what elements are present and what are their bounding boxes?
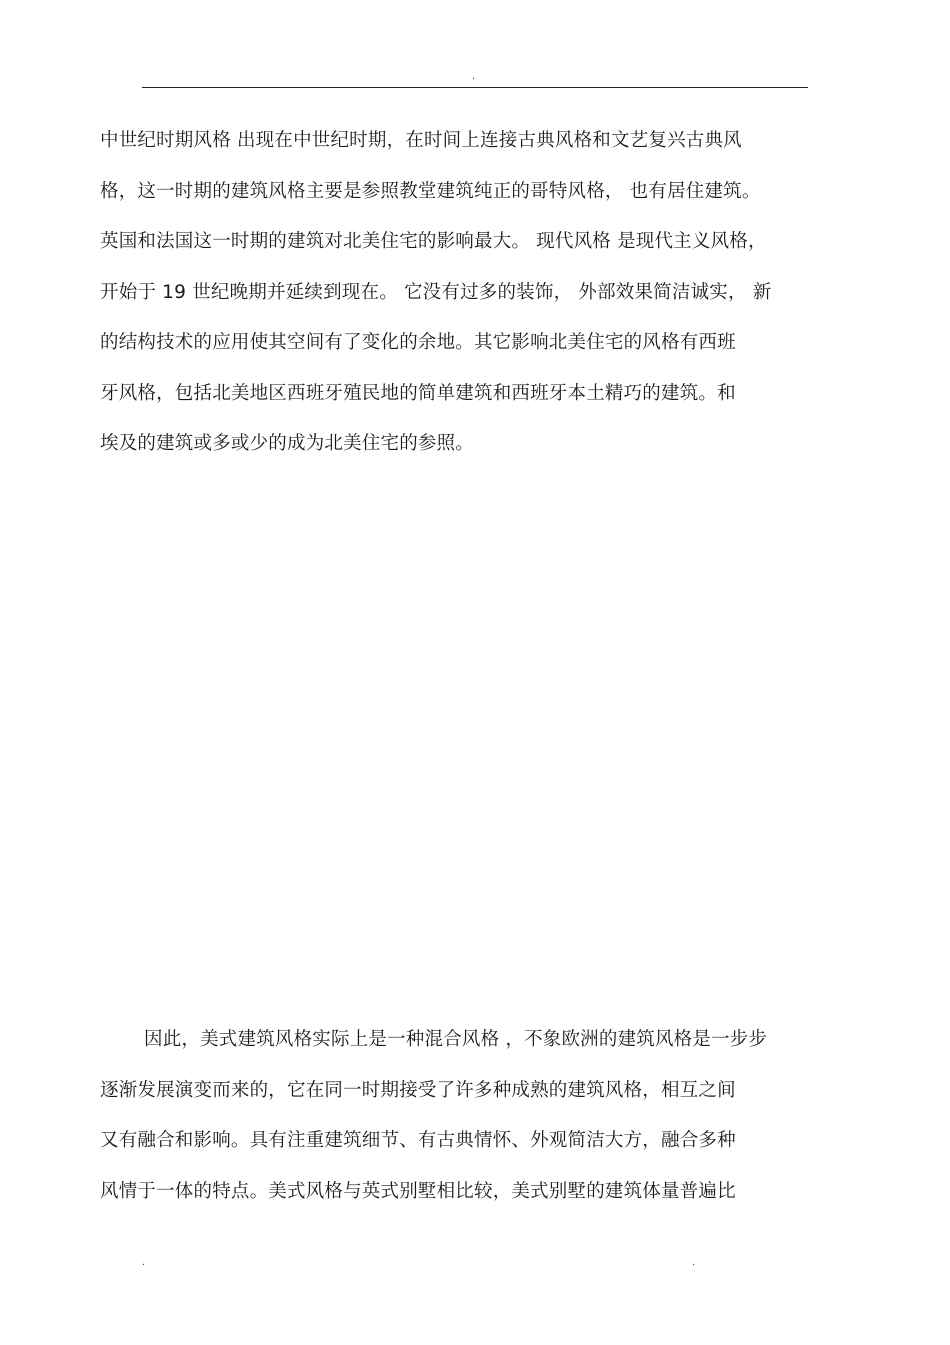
header-dot: . [472,71,476,82]
text-line: 中世纪时期风格 出现在中世纪时期，在时间上连接古典风格和文艺复兴古典风 [100,130,742,151]
text-line: 因此，美式建筑风格实际上是一种混合风格 ，不象欧洲的建筑风格是一步步 [144,1029,768,1050]
text-line: 英国和法国这一时期的建筑对北美住宅的影响最大。 现代风格 是现代主义风格， [100,231,767,252]
footer-dot-left: . [142,1257,146,1268]
text-line: 格，这一时期的建筑风格主要是参照教堂建筑纯正的哥特风格， 也有居住建筑。 [100,180,761,202]
footer-dot-right: . [692,1257,696,1268]
paragraph-styles [100,116,771,470]
paragraph-american-style [100,1015,767,1217]
text-line: 风情于一体的特点。美式风格与英式别墅相比较，美式别墅的建筑体量普遍比 [100,1180,736,1202]
text-line: 逐渐发展演变而来的，它在同一时期接受了许多种成熟的建筑风格，相互之间 [100,1079,736,1101]
text-line: 开始于 19 世纪晚期并延续到现在。 它没有过多的装饰， 外部效果简洁诚实， 新 [100,281,772,303]
text-line: 的结构技术的应用使其空间有了变化的余地。其它影响北美住宅的风格有西班 [100,332,736,353]
text-line: 牙风格，包括北美地区西班牙殖民地的简单建筑和西班牙本土精巧的建筑。和 [100,382,736,404]
text-line: 又有融合和影响。具有注重建筑细节、有古典情怀、外观简洁大方，融合多种 [100,1130,736,1151]
header-rule [142,87,808,88]
text-line: 埃及的建筑或多或少的成为北美住宅的参照。 [100,433,475,454]
